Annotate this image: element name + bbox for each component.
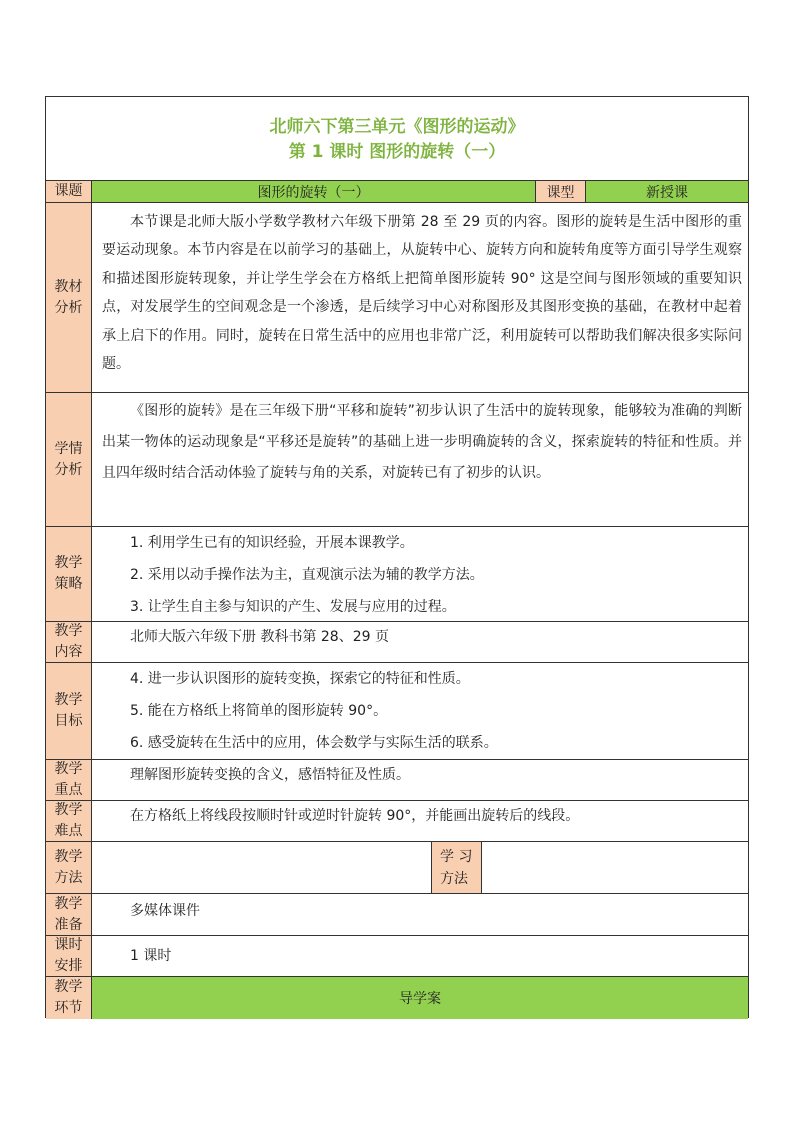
goals-label: 教学目标: [46, 663, 92, 759]
key-points-text: 理解图形旋转变换的含义，感悟特征及性质。: [130, 767, 410, 783]
topic-row: [46, 181, 748, 203]
key-points-row: [46, 760, 748, 801]
preparation-row: [46, 894, 748, 936]
strategy-item: 1. 利用学生已有的知识经验，开展本课教学。: [130, 535, 414, 551]
study-methods-value: [482, 842, 748, 893]
preparation-text: 多媒体课件: [130, 903, 200, 919]
process-label: 教学环节: [46, 977, 92, 1019]
schedule-text: 1 课时: [130, 948, 172, 964]
topic-value: 图形的旋转（一）: [92, 181, 536, 202]
key-points-label: 教学重点: [46, 760, 92, 800]
material-analysis-label: 教材分析: [46, 203, 92, 392]
difficulties-row: [46, 801, 748, 842]
difficulties-text: 在方格纸上将线段按顺时针或逆时针旋转 90°，并能画出旋转后的线段。: [130, 808, 580, 824]
material-analysis-text: 本节课是北师大版小学数学教材六年级下册第 28 至 29 页的内容。图形的旋转是生活中图形的重要运动现象。本节内容是在以前学习的基础上，从旋转中心、旋转方向和旋转角度等方面引导学生观察和描述图形旋转现象，并让学生学会在方格纸上把简单图形旋转 90° 这是空间与图形领域的重要知识点，对发展学生的空间观念是一个渗透，是后续学习中心对称图形及其图形变换的基础，在教材中起着承上启下的作用。同时，旋转在日常生活中的应用也非常广泛，利用旋转可以帮助我们解决很多实际问题。: [102, 214, 742, 373]
content-row: [46, 622, 748, 663]
goals-row: [46, 663, 748, 760]
lesson-plan-table: [45, 96, 749, 1018]
methods-value: [92, 842, 432, 893]
methods-label: 教学方法: [46, 842, 92, 893]
process-value: 导学案: [92, 977, 748, 1019]
process-row: [46, 977, 748, 1019]
lesson-type-label: 课型: [536, 181, 586, 202]
material-analysis-row: [46, 203, 748, 393]
student-analysis-label: 学情分析: [46, 393, 92, 526]
strategy-item: 3. 让学生自主参与知识的产生、发展与应用的过程。: [130, 599, 456, 615]
title-line-lesson: 第 1 课时 图形的旋转（一）: [288, 142, 506, 162]
strategy-label: 教学策略: [46, 527, 92, 621]
lesson-type-value: 新授课: [586, 181, 748, 202]
document-title: [46, 97, 748, 181]
study-methods-label: 学 习 方法: [432, 842, 482, 893]
topic-label: 课题: [46, 181, 92, 202]
content-label: 教学内容: [46, 622, 92, 662]
strategy-item: 2. 采用以动手操作法为主，直观演示法为辅的教学方法。: [130, 567, 484, 583]
difficulties-label: 教学难点: [46, 801, 92, 841]
goal-item: 6. 感受旋转在生活中的应用，体会数学与实际生活的联系。: [130, 735, 498, 751]
methods-row: [46, 842, 748, 894]
content-text: 北师大版六年级下册 教科书第 28、29 页: [130, 629, 389, 645]
student-analysis-row: [46, 393, 748, 527]
title-line-unit: 北师六下第三单元《图形的运动》: [269, 117, 525, 137]
goal-item: 4. 进一步认识图形的旋转变换，探索它的特征和性质。: [130, 671, 470, 687]
schedule-label: 课时安排: [46, 936, 92, 976]
strategy-row: [46, 527, 748, 622]
goal-item: 5. 能在方格纸上将简单的图形旋转 90°。: [130, 703, 388, 719]
preparation-label: 教学准备: [46, 894, 92, 935]
schedule-row: [46, 936, 748, 977]
student-analysis-text: 《图形的旋转》是在三年级下册“平移和旋转”初步认识了生活中的旋转现象，能够较为准确的判断出某一物体的运动现象是“平移还是旋转”的基础上进一步明确旋转的含义，探索旋转的特征和性质。并且四年级时结合活动体验了旋转与角的关系，对旋转已有了初步的认识。: [102, 403, 742, 481]
